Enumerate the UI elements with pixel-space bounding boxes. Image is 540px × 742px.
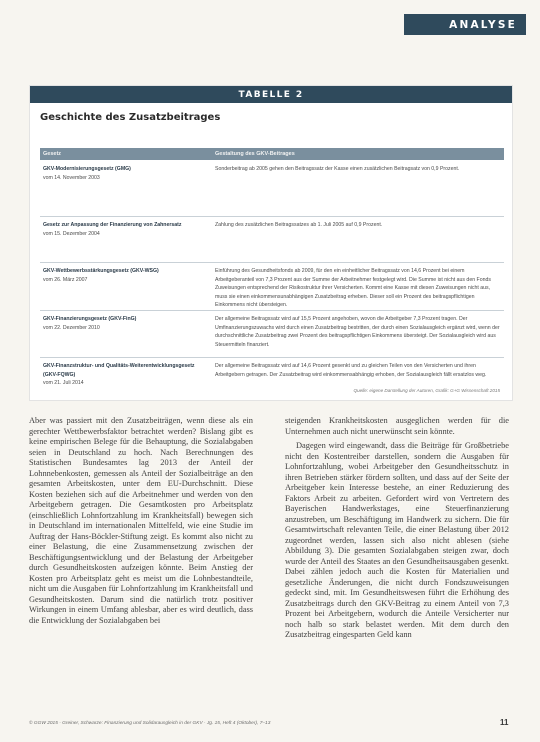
- row-law: Gesetz zur Anpassung der Finanzierung von Zahnersatz vom 15. Dezember 2004: [43, 222, 182, 237]
- table-source: Quelle: eigene Darstellung der Autoren, Grafik: G+G Wissenschaft 2015: [353, 388, 500, 393]
- body-paragraph: Dagegen wird eingewandt, dass die Beiträge für Großbetriebe nicht den Kostentreiber darstellen, sondern die Ausgaben für Lohnfortzahlung, wobei Arbeitgeber den Gesundheitsschutz in ihren Betrieben stärker fördern sollten, und dass auf der Seite der Arbeitgeber kein Interesse bestehe, an einer Reduzierung des Faktors Arbeit zu arbeiten. Gefordert wird von Vertretern des Bayerischen Handwerkstages, eine Steuerfinanzierung anzustreben, um Beschäftigung im Handwerk zu sichern. Die für Gesamtwirtschaft relevanten Teile, die einer Belastung über 2012 zugeordnet werden, lassen sich also nicht ablesen (siehe Abbildung 3). Die gesamten Sozialabgaben steigen zwar, doch wurde der Anteil des Staates an den Gesundheitsausgaben gesenkt. Dabei zählen jedoch auch die Kosten für Materialien und gesetzliche Änderungen, die nicht durch Fondszuweisungen gedeckt sind, mit. Im Gesundheitswesen führt die Erhöhung des Zusatzbeitrags durch den GKV-Beitrag zu einem Anteil von 7,3 Prozent bei Arbeitgebern, wodurch die Anteile Versicherter nur noch halb so stark belastet werden. Mit dem durch den Zusatzbeitrag eingesparten Geld kann: [285, 441, 509, 639]
- row-description: Zahlung des zusätzlichen Beitragssatzes ab 1. Juli 2005 auf 0,9 Prozent.: [215, 222, 383, 228]
- row-law: GKV-Finanzstruktur- und Qualitäts-Weiterentwicklungsgesetz (GKV-FQWG) vom 21. Juli 2014: [43, 363, 195, 387]
- body-paragraph: steigenden Krankheitskosten ausgeglichen werden für die Unternehmen auch nicht unerwünscht sein könnte.: [285, 416, 509, 436]
- column-header-law: Gesetz: [43, 151, 62, 157]
- row-description: Der allgemeine Beitragssatz wird auf 14,6 Prozent gesenkt und zu gleichen Teilen von den Versicherten und ihren Arbeitgebern getragen. Der Zusatzbeitrag wird einkommensabhängig erhoben, der Sozialausgleich fällt ersatzlos weg.: [215, 363, 487, 378]
- row-description: Sonderbeitrag ab 2005 gehen den Beitragssatz der Kasse einen zusätzlichen Beitragsatz von 0,9 Prozent.: [215, 166, 460, 172]
- row-divider: [40, 216, 504, 217]
- section-label: ANALYSE: [404, 14, 526, 35]
- row-description: Der allgemeine Beitragssatz wird auf 15,5 Prozent angehoben, wovon die Arbeitgeber 7,3 Prozent tragen. Der Umfinanzierungszuwachs wird durch einen Zusatzbeitrag bestritten, der durch einen Sozialausgleich ergänzt wird, wenn der durchschnittliche Zusatzbeitrag zwei Prozent des beitragspflichtigen Einkommens übersteigt. Der Sozialausgleich wird aus Steuermitteln finanziert.: [215, 316, 500, 348]
- footer-citation: © GGW 2015 · Greiner, Schwarze: Finanzierung und Solidarausgleich in der GKV · Jg. 15, Heft 4 (Oktober), 7–13: [29, 721, 271, 726]
- row-law: GKV-Modernisierungsgesetz (GMG) vom 14. November 2003: [43, 166, 131, 181]
- column-header-design: Gestaltung des GKV-Beitrages: [215, 151, 295, 157]
- row-divider: [40, 357, 504, 358]
- body-column-left: [29, 416, 253, 626]
- row-divider: [40, 262, 504, 263]
- table-label: TABELLE 2: [30, 86, 512, 103]
- body-paragraph: Aber was passiert mit den Zusatzbeiträgen, wenn diese als ein gerechter Wettbewerbsfaktor betrachtet werden? Bislang gibt es keine empirischen Belege für die Behauptung, die Sozialabgaben seien in Deutschland zu hoch. Nach Berechnungen des Statistischen Bundesamtes lag 2013 der Anteil der Lohnnebenkosten, gemessen als Anteil der Sozialbeiträge an den gesamten Arbeitskosten, unter dem EU-Durchschnitt. Diese Kosten beziehen sich auf die Arbeitnehmer und werden von den Arbeitgebern getragen. Die Gesamtkosten pro Arbeitsplatz (einschließlich Lohnfortzahlung im Krankheitsfall) bewegen sich in Deutschland im internationalen Mittelfeld, wie eine Studie im Auftrag der Hans-Böckler-Stiftung zeigt. Es kommt also nicht zu einer Belastung, die eine Zusammensetzung zwischen der Beschäftigungsentwicklung und der Belastung der Arbeitgeber durch Gesundheitskosten aufzeigen könnte. Beim Anstieg der Kosten pro Arbeitsplatz geht es meist um die Lohnbestandteile, nicht um die Ausgaben für Lohnfortzahlung im Krankheitsfall und Gesundheitskosten. Darum sind die natürlich trotz positiver Wirkungen in einem Umfang ablesbar, aber es wird deutlich, dass die Entwicklung der Sozialabgaben bei: [29, 416, 253, 625]
- row-law: GKV-Wettbewerbsstärkungsgesetz (GKV-WSG) vom 26. März 2007: [43, 268, 159, 283]
- row-description: Einführung des Gesundheitsfonds ab 2009, für den ein einheitlicher Beitragssatz von 14,6 Prozent bei einem Arbeitgeberanteil von 7,3 Prozent aus der Summe der Arbeitnehmer festgelegt wird. Die Summe ist nicht aus den Fonds Zuweisungen entsprechend der Risikostruktur ihrer Versicherten. Kommt eine Kasse mit diesen Zuweisungen nicht aus, muss sie einen einkommensunabhängigen Zusatzbeitrag erheben. Dieser soll ein Prozent des beitragspflichtigen Einkommens nicht übersteigen.: [215, 268, 491, 309]
- row-divider: [40, 310, 504, 311]
- table-2: [29, 85, 513, 401]
- page-number: 11: [500, 718, 509, 727]
- row-law: GKV-Finanzierungsgesetz (GKV-FinG) vom 22. Dezember 2010: [43, 316, 137, 331]
- table-column-headers: [40, 148, 504, 160]
- body-column-right: [285, 416, 509, 641]
- table-title: Geschichte des Zusatzbeitrages: [40, 112, 221, 123]
